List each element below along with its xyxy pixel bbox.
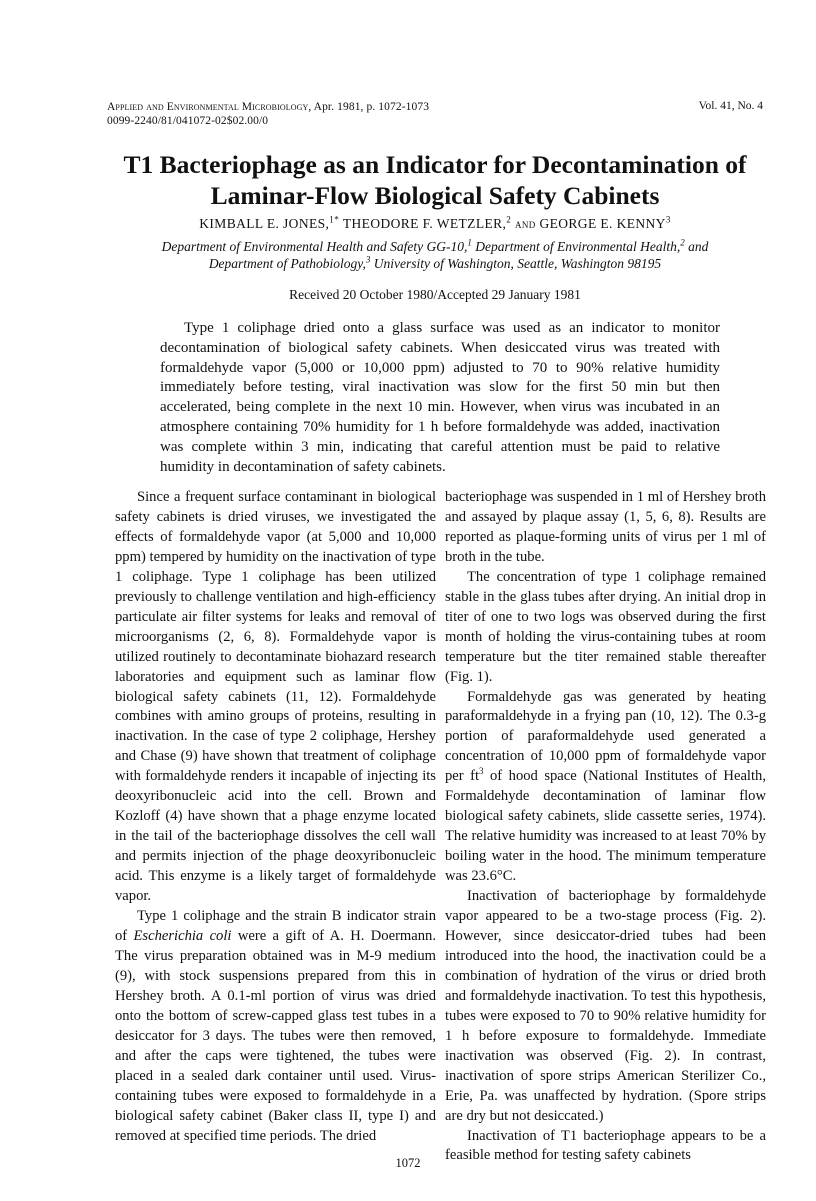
article-title: T1 Bacteriophage as an Indicator for Decontamination of Laminar-Flow Biological Safety Cabinets [123,150,747,210]
author-conjunction: and [511,216,540,231]
affiliation-2: Department of Environmental Health, [471,239,681,254]
journal-name: Applied and Environmental Microbiology [107,101,309,113]
affiliation-2-mark: 2 [680,237,685,248]
affiliation-university: University of Washington, Seattle, Washington 98195 [370,256,662,271]
article-code: 0099-2240/81/041072-02$02.00/0 [107,115,269,127]
affiliation-3: Department of Pathobiology, [208,256,366,271]
volume-number: Vol. 41, No. 4 [698,100,763,112]
affiliation-3-mark: 3 [365,254,371,265]
author-3: GEORGE E. KENNY [539,216,666,231]
author-1-mark: 1* [329,214,340,225]
author-2-mark: 2 [506,214,512,225]
paragraph-text: Formaldehyde gas was generated by heating paraformaldehyde in a frying pan (10, 12). The 0.3-g portion of paraformaldehyde used generated a concentration of 10,000 ppm of formaldehyde vapor per ft [445,688,766,785]
affiliation-1: Department of Environmental Health and Safety GG-10, [161,239,468,254]
author-3-mark: 3 [665,214,671,225]
author-2: THEODORE F. WETZLER, [342,216,507,231]
received-dates: Received 20 October 1980/Accepted 29 January 1981 [289,287,581,302]
paragraph-text: of hood space (National Institutes of Health, Formaldehyde decontamination of laminar flow biological safety cabinets, slide cassette series, 1974). The relative humidity was increased to at least 70% by boiling water in the hood. The minimum temperature was 23.6°C. [445,768,766,885]
abstract: Type 1 coliphage dried onto a glass surface was used as an indicator to monitor decontamination of biological safety cabinets. When desiccated virus was treated with formaldehyde vapor (5,000 or 10,000 ppm) adjusted to 70 to 90% relative humidity immediately before testing, viral inactivation was slow for the first 50 min but then accelerated, being complete in the next 10 min. However, when virus was incubated in an atmosphere containing 70% humidity for 1 h before formaldehyde was added, inactivation was complete within 3 min, indicating that careful attention must be paid to relative humidity in decontamination of safety cabinets. [160,320,720,475]
journal-citation [107,100,429,114]
running-header [107,100,429,128]
affiliation-1-mark: 1 [467,237,472,248]
species-name: Escherichia coli [133,927,232,944]
body-column-right [445,488,766,1166]
superscript: 3 [479,766,484,777]
author-list [100,216,770,232]
author-1: KIMBALL E. JONES, [199,216,330,231]
issue-date-pages: , Apr. 1981, p. 1072-1073 [308,101,430,113]
affiliation-conjunction: and [684,239,709,254]
paragraph: The concentration of type 1 coliphage remained stable in the glass tubes after drying. An initial drop in titer of one to two logs was observed during the first month of holding the virus-containing tubes at room temperature but the titer remained stable thereafter (Fig. 1). [445,568,766,685]
paragraph: Since a frequent surface contaminant in biological safety cabinets is dried viruses, we investigated the effects of formaldehyde vapor (at 5,000 and 10,000 ppm) tempered by humidity on the inactivation of type 1 coliphage. Type 1 coliphage has been utilized previously to challenge ventilation and high-efficiency particulate air filter systems for leaks and removal of microorganisms (2, 6, 8). Formaldehyde vapor is utilized routinely to decontaminate biohazard research laboratories and equipment such as laminar flow biological safety cabinets (11, 12). Formaldehyde combines with amino groups of proteins, resulting in inactivation. In the case of type 2 coliphage, Hershey and Chase (9) have shown that treatment of coliphage with formaldehyde renders it incapable of injecting its deoxyribonucleic acid into the cell. Brown and Kozloff (4) have shown that a phage enzyme located in the tail of the bacteriophage dissolves the cell wall and permits injection of the phage deoxyribonucleic acid. This enzyme is a likely target of formaldehyde vapor. [115,489,436,905]
paragraph [115,907,436,1146]
paragraph: Inactivation of T1 bacteriophage appears to be a feasible method for testing safety cabinets [445,1127,766,1164]
body-column-left [115,488,436,1146]
paragraph-text: Type 1 coliphage and the strain B indicator strain of [115,908,436,944]
paragraph-text: were a gift of A. H. Doermann. The virus preparation obtained was in M-9 medium (9), with stock suspensions prepared from this in Hershey broth. A 0.1-ml portion of virus was dried onto the bottom of screw-capped glass test tubes in a desiccator for 3 days. The tubes were then removed, and after the caps were tightened, the tubes were placed in a sealed dark container until used. Virus-containing tubes were exposed to formaldehyde in a biological safety cabinet (Baker class II, type I) and removed at specified time periods. The dried [115,927,436,1144]
affiliations [115,238,755,272]
page-number: 1072 [395,1156,421,1170]
paragraph: bacteriophage was suspended in 1 ml of Hershey broth and assayed by plaque assay (1, 5, 6, 8). Results are reported as plaque-forming units of virus per 1 ml of broth in the tube. [445,489,766,565]
paragraph: Inactivation of bacteriophage by formaldehyde vapor appeared to be a two-stage process (Fig. 2). However, since desiccator-dried tubes had been introduced into the hood, the inactivation could be a combination of hydration of the virus or dried broth and formaldehyde inactivation. To test this hypothesis, tubes were exposed to 70 to 90% relative humidity for 1 h before exposure to formaldehyde. Immediate inactivation was observed (Fig. 2). In contrast, inactivation of spore strips American Sterilizer Co., Erie, Pa. was unaffected by hydration. (Spore strips are dry but not desiccated.) [445,888,766,1124]
paragraph [445,688,766,888]
